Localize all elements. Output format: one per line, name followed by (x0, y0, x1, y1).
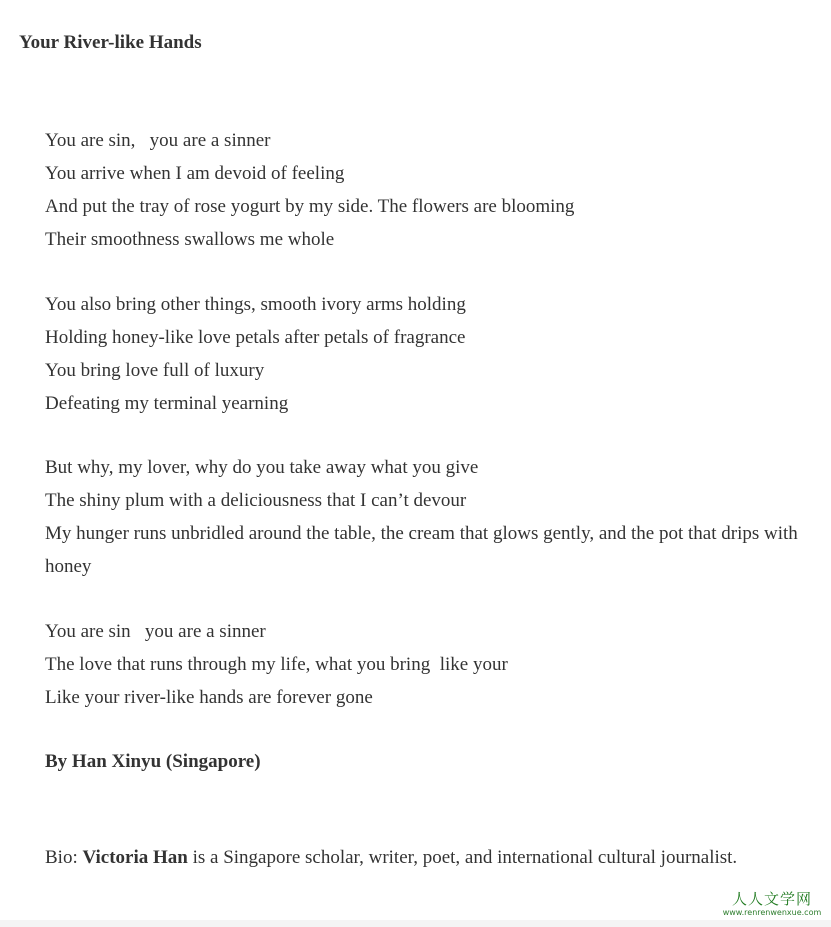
bio-author-name: Victoria Han (82, 847, 188, 868)
stanza-1 (45, 124, 805, 256)
author-bio (45, 841, 785, 874)
bio-text: is a Singapore scholar, writer, poet, and international cultural journalist. (187, 847, 738, 868)
poem-line: You bring love full of luxury (45, 360, 265, 381)
poem-title: Your River-like Hands (19, 32, 202, 53)
poem-line: Holding honey-like love petals after petals of fragrance (45, 327, 466, 348)
poem-line: Defeating my terminal yearning (45, 393, 289, 414)
poem-line: But why, my lover, why do you take away what you give (45, 457, 479, 478)
stanza-3 (45, 451, 805, 583)
watermark-url: www.renrenwenxue.com (722, 908, 822, 917)
bottom-divider (0, 920, 831, 927)
poem-line: The shiny plum with a deliciousness that I can’t devour (45, 490, 467, 511)
poem-line: You are sin you are a sinner (45, 621, 266, 642)
poem-line: Their smoothness swallows me whole (45, 229, 335, 250)
stanza-4 (45, 615, 805, 714)
bio-prefix: Bio: (45, 847, 83, 868)
poem-line: And put the tray of rose yogurt by my side. The flowers are blooming (45, 196, 575, 217)
poem-line: The love that runs through my life, what you bring like your (45, 654, 508, 675)
site-watermark (716, 891, 828, 918)
poem-line: My hunger runs unbridled around the table, the cream that glows gently, and the pot that drips with honey (45, 523, 803, 577)
poem-line: Like your river-like hands are forever gone (45, 687, 373, 708)
poem-line: You arrive when I am devoid of feeling (45, 163, 345, 184)
poem-line: You are sin, you are a sinner (45, 130, 271, 151)
stanza-2 (45, 288, 805, 420)
author-byline: By Han Xinyu (Singapore) (45, 751, 261, 772)
watermark-logo: 人人文学网 (731, 890, 812, 908)
poem-line: You also bring other things, smooth ivory arms holding (45, 294, 466, 315)
